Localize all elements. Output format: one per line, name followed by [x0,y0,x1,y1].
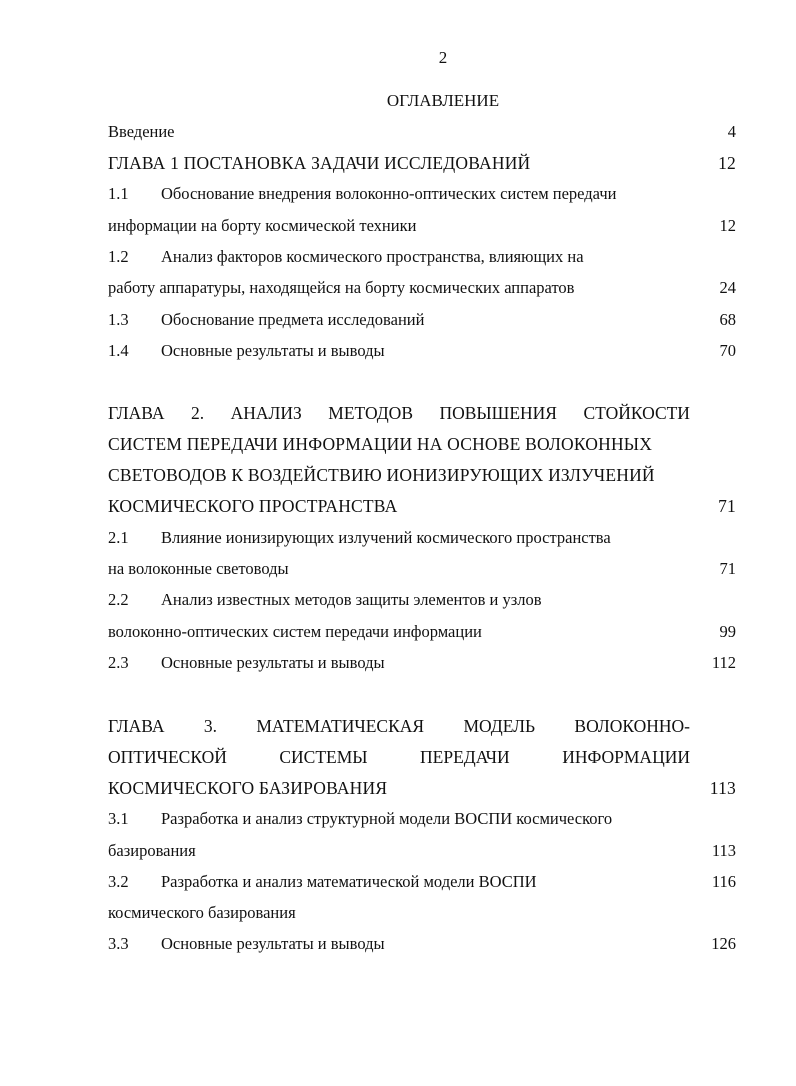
toc-section-3-3 [108,932,736,956]
chapter-word: ГЛАВА [108,403,165,423]
toc-title: ОГЛАВЛЕНИЕ [386,91,500,110]
toc-entry-page: 4 [727,122,736,141]
chapter-title-line: СВЕТОВОДОВ К ВОЗДЕЙСТВИЮ ИОНИЗИРУЮЩИХ ИЗЛУЧЕНИЙ [108,465,655,485]
chapter-word: 3. [203,716,217,736]
chapter-word: ОПТИЧЕСКОЙ [108,747,227,767]
section-title-line1: Влияние ионизирующих излучений космического пространства [161,528,611,547]
chapter-word: МАТЕМАТИЧЕСКАЯ [256,716,425,736]
toc-chapter-2-line2 [108,432,736,456]
toc-section-1-3 [108,308,736,332]
section-title-line1: Анализ известных методов защиты элементов и узлов [161,590,542,609]
section-number: 2.3 [108,653,129,672]
toc-entry-page: 116 [711,872,736,891]
toc-section-1-1 [108,182,736,206]
chapter-word: СИСТЕМЫ [279,747,368,767]
section-number: 2.1 [108,528,129,547]
chapter-word: АНАЛИЗ [230,403,302,423]
section-title-line2: космического базирования [108,903,296,922]
section-title-line2: информации на борту космической техники [108,216,417,235]
section-number: 3.1 [108,809,129,828]
toc-chapter-3-line2 [108,744,690,770]
toc-entry-page: 71 [718,496,736,516]
chapter-word: ПЕРЕДАЧИ [420,747,510,767]
page-number: 2 [438,48,448,67]
toc-chapter-2-line1 [108,400,690,426]
section-title-line1: Разработка и анализ математической модели ВОСПИ [161,872,537,891]
chapter-word: ВОЛОКОННО- [574,716,690,736]
chapter-title: ГЛАВА 1 ПОСТАНОВКА ЗАДАЧИ ИССЛЕДОВАНИЙ [108,153,531,173]
toc-entry-page: 12 [718,153,736,173]
section-title-line1: Анализ факторов космического пространства, влияющих на [161,247,584,266]
toc-section-1-2-cont [108,276,736,300]
toc-chapter-2-line3 [108,463,736,487]
section-title-line1: Разработка и анализ структурной модели ВОСПИ космического [161,809,613,828]
chapter-word: ИНФОРМАЦИИ [562,747,690,767]
chapter-title-line: СИСТЕМ ПЕРЕДАЧИ ИНФОРМАЦИИ НА ОСНОВЕ ВОЛОКОННЫХ [108,434,653,454]
toc-entry-text: Введение [108,122,175,141]
toc-entry-page: 71 [719,559,736,578]
section-number: 1.1 [108,184,129,203]
chapter-word: ГЛАВА [108,716,165,736]
toc-entry-page: 113 [709,778,736,798]
toc-entry-page: 70 [719,341,736,360]
chapter-word: МОДЕЛЬ [463,716,536,736]
toc-section-3-1-cont [108,839,736,863]
toc-entry-page: 126 [711,934,736,953]
section-number: 1.4 [108,341,129,360]
toc-chapter-1 [108,151,736,175]
toc-section-3-1 [108,807,736,831]
toc-entry-page: 24 [719,278,736,297]
toc-entry-page: 112 [711,653,736,672]
chapter-title-line: КОСМИЧЕСКОГО ПРОСТРАНСТВА [108,496,398,516]
chapter-word: СТОЙКОСТИ [583,403,690,423]
section-title: Основные результаты и выводы [161,653,385,672]
section-number: 2.2 [108,590,129,609]
toc-entry-page: 68 [719,310,736,329]
chapter-title-line: КОСМИЧЕСКОГО БАЗИРОВАНИЯ [108,778,388,798]
section-title: Обоснование предмета исследований [161,310,425,329]
toc-section-1-4 [108,339,736,363]
section-number: 1.2 [108,247,129,266]
section-number: 1.3 [108,310,129,329]
toc-section-2-3 [108,651,736,675]
toc-entry-page: 113 [711,841,736,860]
toc-section-1-1-cont [108,214,736,238]
section-title-line2: работу аппаратуры, находящейся на борту космических аппаратов [108,278,575,297]
chapter-word: ПОВЫШЕНИЯ [439,403,557,423]
section-title-line1: Обоснование внедрения волоконно-оптических систем передачи [161,184,617,203]
section-number: 3.3 [108,934,129,953]
toc-section-2-1 [108,526,736,550]
toc-entry-page: 12 [719,216,736,235]
section-title-line2: базирования [108,841,196,860]
toc-entry-intro [108,120,736,144]
section-title: Основные результаты и выводы [161,934,385,953]
toc-section-1-2 [108,245,736,269]
chapter-word: 2. [191,403,205,423]
toc-chapter-3-line3 [108,776,736,800]
toc-chapter-2-line4 [108,494,736,518]
section-title-line2: на волоконные световоды [108,559,289,578]
toc-section-2-2 [108,588,736,612]
chapter-word: МЕТОДОВ [328,403,413,423]
section-number: 3.2 [108,872,129,891]
toc-chapter-3-line1 [108,713,690,739]
section-title: Основные результаты и выводы [161,341,385,360]
toc-section-2-2-cont [108,620,736,644]
toc-section-3-2-cont [108,901,736,925]
section-title-line2: волоконно-оптических систем передачи информации [108,622,482,641]
toc-entry-page: 99 [719,622,736,641]
toc-section-2-1-cont [108,557,736,581]
toc-section-3-2 [108,870,736,894]
